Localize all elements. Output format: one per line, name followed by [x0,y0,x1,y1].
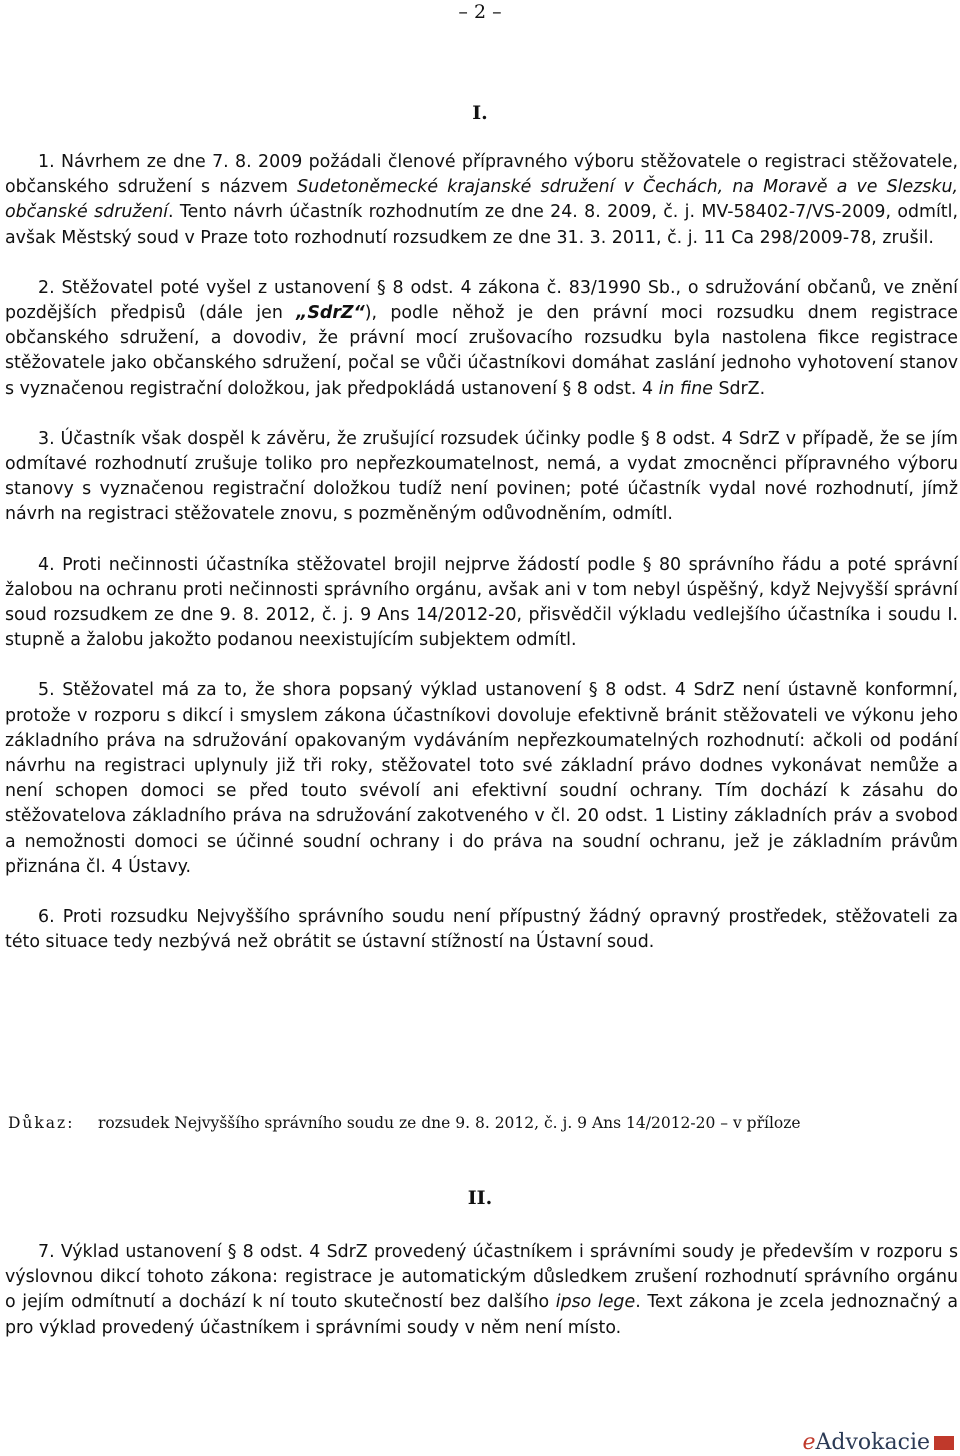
paragraph-6: 6. Proti rozsudku Nejvyššího správního soudu není přípustný žádný opravný prostředek, stěžovateli za této situace tedy nezbývá než obrátit se ústavní stížností na Ústavní soud. [5,907,958,953]
paragraph-7: 7. Výklad ustanovení § 8 odst. 4 SdrZ provedený účastníkem i správními soudy je především v rozporu s výslovnou dikcí tohoto zákona: registrace je automatickým důsledkem zrušení rozhodnutí správního orgánu o jejím odmítnutí a dochází k ní touto skutečností bez dalšího ipso lege. Text zákona je zcela jednoznačný a pro výklad provedený účastníkem i správními soudy v něm není místo. [5,1242,959,1338]
paragraph-1: 1. Návrhem ze dne 7. 8. 2009 požádali členové přípravného výboru stěžovatele o registraci stěžovatele, občanského sdružení s názvem Sudetoněmecké krajanské sdružení v Čechách, na Moravě a ve Slezsku, občanské sdružení. Tento návrh účastník rozhodnutím ze dne 24. 8. 2009, č. j. MV-58402-7/VS-2009, odmítl, avšak Městský soud v Praze toto rozhodnutí rozsudkem ze dne 31. 3. 2011, č. j. 11 Ca 298/2009-78, zrušil. [5,152,959,248]
eadvokacie-logo: eAdvokacie [803,1430,955,1456]
paragraph-3: 3. Účastník však dospěl k závěru, že zrušující rozsudek účinky podle § 8 odst. 4 SdrZ v případě, že se jím odmítavé rozhodnutí zrušuje toliko pro nepřezkoumatelnost, nemá, a vydat zmocněnci přípravného výboru stanovy s vyznačenou registrační doložkou tudíž není povinen; poté účastník vydal nové rozhodnutí, jímž návrh na registraci stěžovatele znovu, s pozměněným odůvodněním, odmítl. [5,428,958,525]
paragraph-5: 5. Stěžovatel má za to, že shora popsaný výklad ustanovení § 8 odst. 4 SdrZ není ústavně konformní, protože v rozporu s dikcí i smyslem zákona účastníkovi dovoluje efektivně bránit stěžovateli ve výkonu jeho základního práva na sdružování opakovaným vydáváním nepřezkoumatelných rozhodnutí: ačkoli od podání návrhu na registraci uplynuly již tři roky, stěžovatel toto své základní právo dodnes vykonávat nemůže a není schopen domoci se před touto svévolí ani efektivní soudní ochrany. Tím dochází k zásahu do stěžovatelova základního práva na sdružování zakotveného v čl. 20 odst. 1 Listiny základních práv a svobod a nemožnosti domoci se účinné soudní ochrany i do práva na soudní ochranu, jež je základním právům přiznána čl. 4 Ústavy. [5,680,958,877]
evidence-label: Důkaz: [8,1114,75,1132]
body-section-2 [5,1240,958,1341]
logo-mark-icon [934,1436,954,1450]
evidence-text: rozsudek Nejvyššího správního soudu ze dne 9. 8. 2012, č. j. 9 Ans 14/2012-20 – v příloze [98,1114,801,1132]
paragraph-4: 4. Proti nečinnosti účastníka stěžovatel brojil nejprve žádostí podle § 80 správního řádu a poté správní žalobou na ochranu proti nečinnosti správního orgánu, avšak ani v tom nebyl úspěšný, když Nejvyšší správní soud rozsudkem ze dne 9. 8. 2012, č. j. 9 Ans 14/2012-20, přisvědčil výkladu vedlejšího účastníka i soudu I. stupně a žalobu jakožto podanou neexistujícím subjektem odmítl. [5,554,958,651]
section-heading-1: I. [472,102,488,124]
evidence-line [8,1112,958,1134]
paragraph-2: 2. Stěžovatel poté vyšel z ustanovení § 8 odst. 4 zákona č. 83/1990 Sb., o sdružování občanů, ve znění pozdějších předpisů (dále jen „SdrZ“), podle něhož je den právní moci rozsudku dnem registrace občanského sdružení, a dovodiv, že právní mocí zrušovacího rozsudku byla nastolena fikce registrace stěžovatele jako občanského sdružení, počal se vůči účastníkovi domáhat zaslání jednoho vyhotovení stanov s vyznačenou registrační doložkou, jak předpokládá ustanovení § 8 odst. 4 in fine SdrZ. [5,277,959,399]
page-number: – 2 – [458,1,502,23]
body-section-1 [5,150,958,955]
section-heading-2: II. [467,1187,493,1209]
